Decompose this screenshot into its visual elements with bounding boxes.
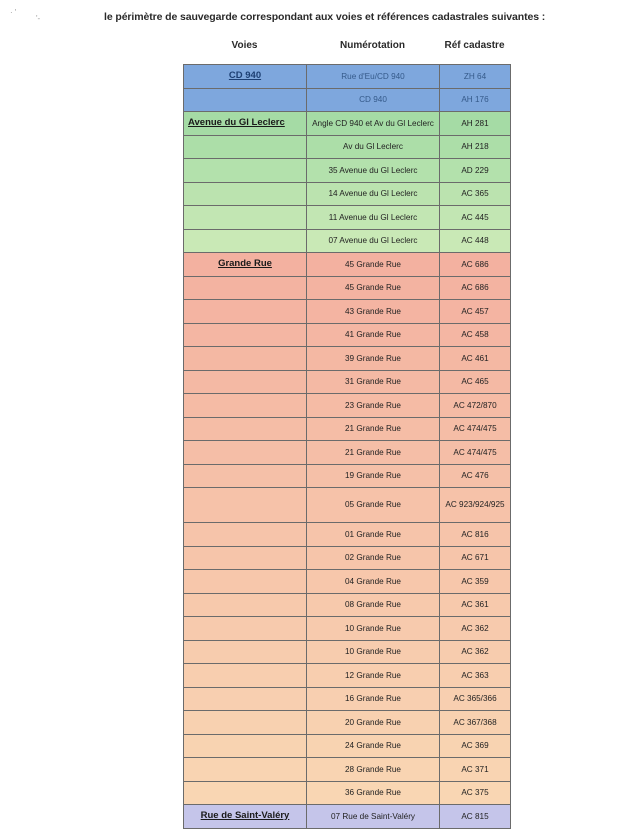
cell-voie: [184, 546, 307, 570]
table-row: [184, 229, 511, 253]
column-header-voies: Voies: [231, 40, 258, 51]
cell-voie: [184, 323, 307, 347]
cell-voie: [184, 664, 307, 688]
cell-voie: [184, 617, 307, 641]
cell-ref-cadastre: AC 474/475: [440, 417, 511, 441]
table-row: [184, 617, 511, 641]
table-row: [184, 417, 511, 441]
cell-numerotation: 41 Grande Rue: [307, 323, 440, 347]
table-row: [184, 805, 511, 829]
cell-ref-cadastre: AH 176: [440, 88, 511, 112]
cell-numerotation: 02 Grande Rue: [307, 546, 440, 570]
table-row: [184, 370, 511, 394]
cell-ref-cadastre: AC 465: [440, 370, 511, 394]
table-row: [184, 276, 511, 300]
cell-ref-cadastre: AC 369: [440, 734, 511, 758]
scan-speck: '-: [36, 14, 41, 23]
cell-ref-cadastre: AC 461: [440, 347, 511, 371]
cell-voie: Rue de Saint-Valéry: [184, 805, 307, 829]
cell-voie: [184, 734, 307, 758]
cadastral-table: [183, 64, 511, 829]
cell-voie: [184, 640, 307, 664]
cell-ref-cadastre: AC 816: [440, 523, 511, 547]
cell-ref-cadastre: AH 218: [440, 135, 511, 159]
cell-voie: [184, 711, 307, 735]
cell-numerotation: 01 Grande Rue: [307, 523, 440, 547]
cell-numerotation: 36 Grande Rue: [307, 781, 440, 805]
table-row: [184, 570, 511, 594]
cell-ref-cadastre: AC 671: [440, 546, 511, 570]
cell-ref-cadastre: AC 686: [440, 253, 511, 277]
cell-numerotation: 05 Grande Rue: [307, 488, 440, 523]
cell-ref-cadastre: AC 362: [440, 617, 511, 641]
table-row: [184, 206, 511, 230]
cell-voie: [184, 347, 307, 371]
cell-numerotation: CD 940: [307, 88, 440, 112]
cell-ref-cadastre: AC 362: [440, 640, 511, 664]
table-row: [184, 300, 511, 324]
column-header-ref-cadastre: Réf cadastre: [444, 40, 505, 51]
cell-numerotation: 21 Grande Rue: [307, 441, 440, 465]
cell-voie: [184, 417, 307, 441]
table-row: [184, 394, 511, 418]
table-row: [184, 347, 511, 371]
cell-ref-cadastre: AC 361: [440, 593, 511, 617]
cell-voie: [184, 464, 307, 488]
cell-numerotation: 19 Grande Rue: [307, 464, 440, 488]
cell-ref-cadastre: ZH 64: [440, 65, 511, 89]
table-row: [184, 441, 511, 465]
cell-voie: [184, 394, 307, 418]
cell-voie: [184, 488, 307, 523]
cell-ref-cadastre: AD 229: [440, 159, 511, 183]
cell-voie: [184, 687, 307, 711]
table-row: [184, 687, 511, 711]
cell-numerotation: 24 Grande Rue: [307, 734, 440, 758]
cell-ref-cadastre: AC 476: [440, 464, 511, 488]
cell-ref-cadastre: AC 371: [440, 758, 511, 782]
table-row: [184, 781, 511, 805]
cell-voie: [184, 276, 307, 300]
cell-ref-cadastre: AC 448: [440, 229, 511, 253]
intro-text: le périmètre de sauvegarde correspondant aux voies et références cadastrales suivantes :: [104, 11, 546, 23]
table-row: [184, 523, 511, 547]
cell-ref-cadastre: AC 472/870: [440, 394, 511, 418]
cell-voie: [184, 135, 307, 159]
cell-ref-cadastre: AC 365: [440, 182, 511, 206]
table-row: [184, 593, 511, 617]
cell-ref-cadastre: AC 457: [440, 300, 511, 324]
cell-voie: [184, 370, 307, 394]
table-row: [184, 65, 511, 89]
cell-numerotation: 23 Grande Rue: [307, 394, 440, 418]
cell-voie: [184, 570, 307, 594]
cell-numerotation: Av du Gl Leclerc: [307, 135, 440, 159]
table-row: [184, 88, 511, 112]
cell-numerotation: 10 Grande Rue: [307, 640, 440, 664]
cell-numerotation: Angle CD 940 et Av du Gl Leclerc: [307, 112, 440, 136]
table-row: [184, 758, 511, 782]
cell-numerotation: 07 Rue de Saint-Valéry: [307, 805, 440, 829]
cell-ref-cadastre: AC 815: [440, 805, 511, 829]
cell-voie: [184, 229, 307, 253]
cell-numerotation: 39 Grande Rue: [307, 347, 440, 371]
cell-numerotation: 08 Grande Rue: [307, 593, 440, 617]
cell-voie: [184, 593, 307, 617]
cell-voie: [184, 441, 307, 465]
table-row: [184, 159, 511, 183]
cell-voie: [184, 206, 307, 230]
table-row: [184, 464, 511, 488]
table-row: [184, 182, 511, 206]
cell-voie: Grande Rue: [184, 253, 307, 277]
cell-voie: [184, 300, 307, 324]
cell-numerotation: 11 Avenue du Gl Leclerc: [307, 206, 440, 230]
cell-numerotation: 21 Grande Rue: [307, 417, 440, 441]
cell-ref-cadastre: AH 281: [440, 112, 511, 136]
cell-numerotation: 45 Grande Rue: [307, 276, 440, 300]
cell-voie: [184, 523, 307, 547]
scan-speck: · ': [10, 8, 17, 17]
cell-ref-cadastre: AC 375: [440, 781, 511, 805]
cell-ref-cadastre: AC 359: [440, 570, 511, 594]
cell-numerotation: 16 Grande Rue: [307, 687, 440, 711]
cell-ref-cadastre: AC 445: [440, 206, 511, 230]
cell-voie: [184, 182, 307, 206]
cell-ref-cadastre: AC 365/366: [440, 687, 511, 711]
cell-numerotation: 35 Avenue du Gl Leclerc: [307, 159, 440, 183]
cell-numerotation: Rue d'Eu/CD 940: [307, 65, 440, 89]
table-row: [184, 546, 511, 570]
cell-ref-cadastre: AC 363: [440, 664, 511, 688]
column-header-numerotation: Numérotation: [340, 40, 405, 51]
table-row: [184, 323, 511, 347]
cell-ref-cadastre: AC 367/368: [440, 711, 511, 735]
cell-numerotation: 20 Grande Rue: [307, 711, 440, 735]
cell-numerotation: 12 Grande Rue: [307, 664, 440, 688]
cell-ref-cadastre: AC 474/475: [440, 441, 511, 465]
cell-voie: [184, 159, 307, 183]
cell-numerotation: 04 Grande Rue: [307, 570, 440, 594]
cell-numerotation: 14 Avenue du Gl Leclerc: [307, 182, 440, 206]
table-row: [184, 664, 511, 688]
cell-numerotation: 07 Avenue du Gl Leclerc: [307, 229, 440, 253]
cell-numerotation: 45 Grande Rue: [307, 253, 440, 277]
table-row: [184, 734, 511, 758]
cell-ref-cadastre: AC 686: [440, 276, 511, 300]
cell-voie: Avenue du Gl Leclerc: [184, 112, 307, 136]
cell-numerotation: 31 Grande Rue: [307, 370, 440, 394]
cell-ref-cadastre: AC 458: [440, 323, 511, 347]
cell-numerotation: 28 Grande Rue: [307, 758, 440, 782]
cell-numerotation: 10 Grande Rue: [307, 617, 440, 641]
cell-voie: [184, 88, 307, 112]
cell-voie: CD 940: [184, 65, 307, 89]
cell-ref-cadastre: AC 923/924/925: [440, 488, 511, 523]
cell-voie: [184, 758, 307, 782]
cell-voie: [184, 781, 307, 805]
table-row: [184, 135, 511, 159]
cell-numerotation: 43 Grande Rue: [307, 300, 440, 324]
table-row: [184, 711, 511, 735]
table-row: [184, 488, 511, 523]
table-row: [184, 112, 511, 136]
table-row: [184, 640, 511, 664]
table-row: [184, 253, 511, 277]
